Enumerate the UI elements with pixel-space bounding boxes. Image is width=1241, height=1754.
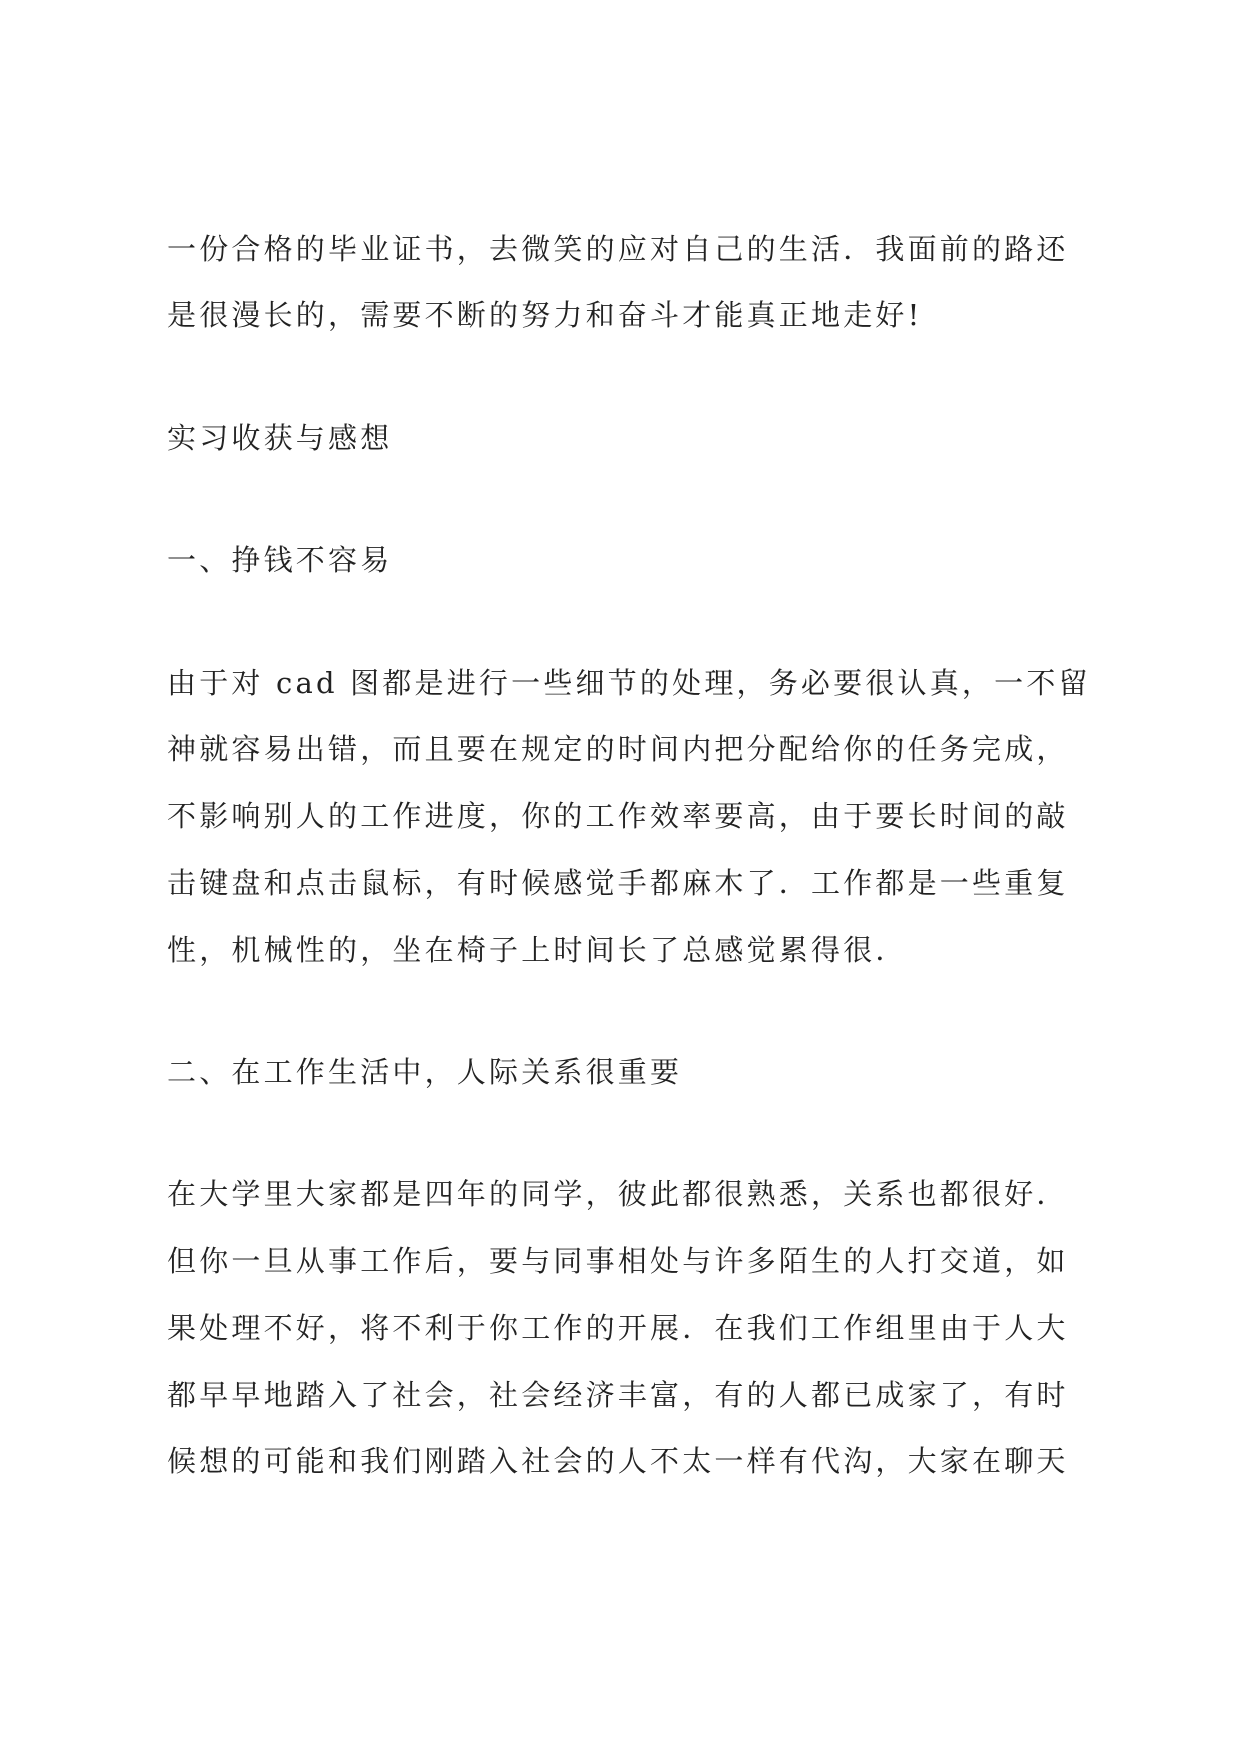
paragraph-line: 神就容易出错，而且要在规定的时间内把分配给你的任务完成， xyxy=(167,732,1069,766)
paragraph-line: 在大学里大家都是四年的同学，彼此都很熟悉，关系也都很好． xyxy=(167,1177,1069,1211)
paragraph-line: 但你一旦从事工作后，要与同事相处与许多陌生的人打交道，如 xyxy=(167,1244,1069,1278)
paragraph-line: 由于对 cad 图都是进行一些细节的处理，务必要很认真，一不留 xyxy=(167,666,1091,700)
paragraph-line: 一份合格的毕业证书，去微笑的应对自己的生活．我面前的路还 xyxy=(167,232,1069,266)
section-title: 实习收获与感想 xyxy=(167,421,393,455)
paragraph-line: 是很漫长的，需要不断的努力和奋斗才能真正地走好! xyxy=(167,298,923,332)
paragraph-line: 候想的可能和我们刚踏入社会的人不太一样有代沟，大家在聊天 xyxy=(167,1444,1069,1478)
paragraph-line: 击键盘和点击鼠标，有时候感觉手都麻木了．工作都是一些重复 xyxy=(167,866,1069,900)
paragraph-line: 不影响别人的工作进度，你的工作效率要高，由于要长时间的敲 xyxy=(167,799,1069,833)
paragraph-line: 都早早地踏入了社会，社会经济丰富，有的人都已成家了，有时 xyxy=(167,1378,1069,1412)
section-heading-1: 一、挣钱不容易 xyxy=(167,543,393,577)
paragraph-line: 果处理不好，将不利于你工作的开展．在我们工作组里由于人大 xyxy=(167,1311,1069,1345)
section-heading-2: 二、在工作生活中，人际关系很重要 xyxy=(167,1055,683,1089)
paragraph-line: 性，机械性的，坐在椅子上时间长了总感觉累得很． xyxy=(167,933,908,967)
